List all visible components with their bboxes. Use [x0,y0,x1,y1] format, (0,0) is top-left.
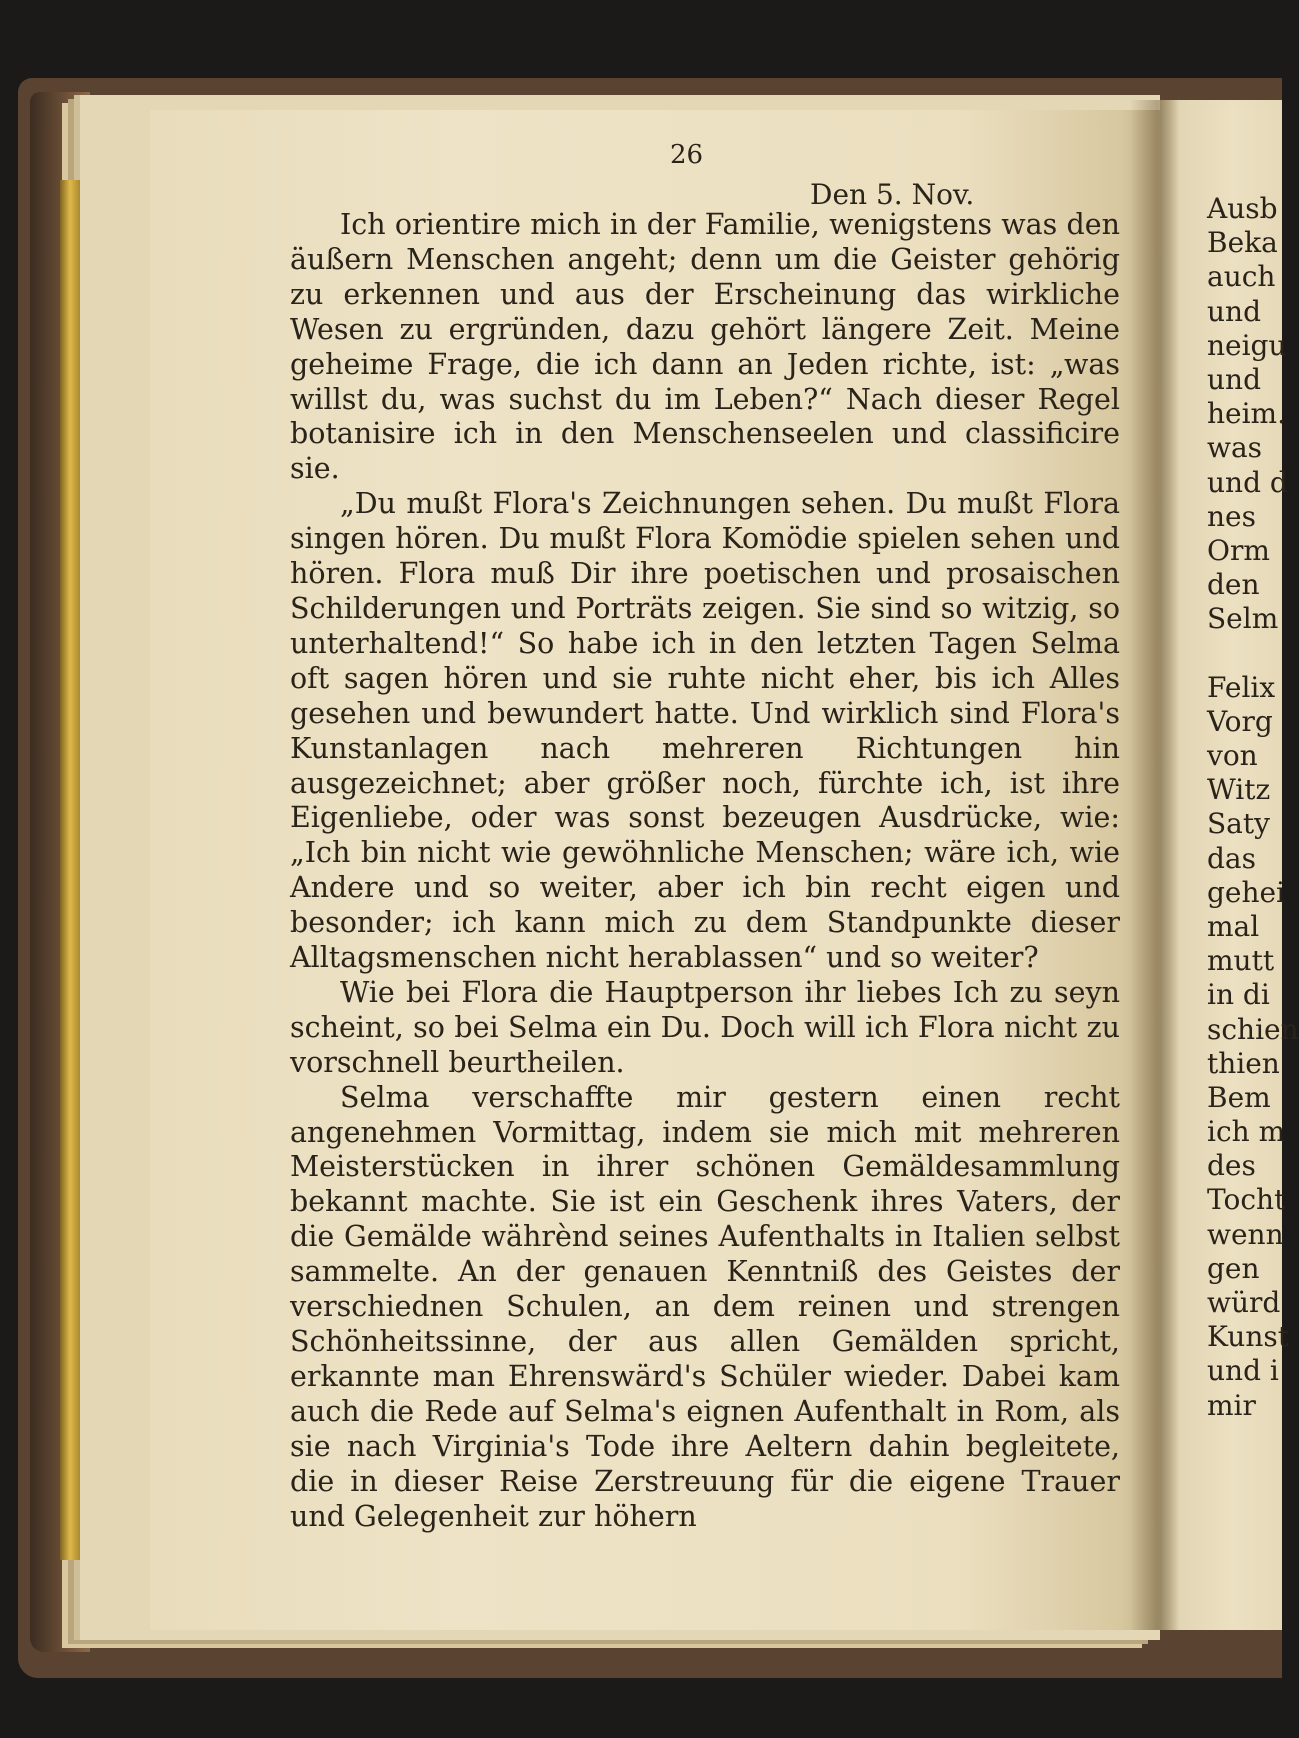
facing-page-line: heim. [1207,397,1287,431]
paragraph: Wie bei Flora die Hauptperson ihr liebes Ich zu seyn scheint, so bei Selma ein Du. Doch will ich Flora nicht zu vorschnell beurtheilen. [290,975,1120,1079]
facing-page-line: Felix [1207,670,1276,704]
date-heading: Den 5. Nov. [810,178,975,211]
facing-page-line: was [1207,431,1263,465]
paragraph: Ich orientire mich in der Familie, wenigstens was den äußern Menschen angeht; denn um die Geister gehörig zu erkennen und aus der Erscheinung das wirkliche Wesen zu ergründen, dazu gehört längere Zeit. Meine geheime Frage, die ich dann an Jeden richte, ist: „was willst du, was suchst du im Leben?“ Nach dieser Regel botanisire ich in den Menschenseelen und classificire sie. [290,208,1120,486]
facing-page-line: und [1207,362,1261,396]
paragraph: „Du mußt Flora's Zeichnungen sehen. Du mußt Flora singen hören. Du mußt Flora Komödie spielen sehen und hören. Flora muß Dir ihre poetischen und prosaischen Schilderungen und Porträts zeigen. Sie sind so witzig, so unterhaltend!“ So habe ich in den letzten Tagen Selma oft sagen hören und sie ruhte nicht eher, bis ich Alles gesehen und bewundert hatte. Und wirklich sind Flora's Kunstanlagen nach mehreren Richtungen hin ausgezeichnet; aber größer noch, fürchte ich, ist ihre Eigenliebe, oder was sonst bezeugen Ausdrücke, wie: „Ich bin nicht wie gewöhnliche Menschen; wäre ich, wie Andere und so weiter, aber ich bin recht eigen und besonder; ich kann mich zu dem Standpunkte dieser Alltagsmenschen nicht herablassen“ und so weiter? [290,487,1120,975]
facing-page-line: gehei [1207,875,1286,909]
facing-page-line: den [1207,568,1260,602]
paragraph: Selma verschaffte mir gestern einen recht angenehmen Vormittag, indem sie mich mit mehreren Meisterstücken in ihrer schönen Gemäldesammlung bekannt machte. Sie ist ein Geschenk ihres Vaters, der die Gemälde währènd seines Aufenthalts in Italien selbst sammelte. An der genauen Kenntniß des Geistes der verschiednen Schulen, an dem reinen und strengen Schönheitssinne, der aus allen Gemälden spricht, erkannte man Ehrenswärd's Schüler wieder. Dabei kam auch die Rede auf Selma's eignen Aufenthalt in Rom, als sie nach Virginia's Tode ihre Aeltern dahin begleitete, die in dieser Reise Zerstreuung für die eigene Trauer und Gelegenheit zur höhern [290,1080,1120,1533]
facing-page-line: schien [1207,1012,1299,1046]
facing-page-line: Kunst [1207,1320,1289,1354]
book-gutter [1130,100,1180,1630]
facing-page-line: Ausb [1207,192,1278,225]
facing-page-line: und d [1207,465,1288,499]
facing-page-line: Selm [1207,602,1279,636]
page-body [290,208,1120,1534]
facing-page-line: Witz [1207,773,1271,807]
facing-page-line: wenn [1207,1217,1284,1251]
facing-page-line: Saty [1207,807,1270,841]
facing-page-line: von [1207,739,1258,772]
page-edge-yellow [60,180,80,1560]
facing-page-line: auch [1207,260,1276,294]
facing-page-line: thien [1207,1046,1280,1080]
facing-page-line: in di [1207,978,1270,1012]
facing-page-line: Orm [1207,533,1270,567]
facing-page-line: des [1207,1149,1256,1183]
facing-page-line: ich m [1207,1115,1286,1149]
facing-page-line: würd [1207,1286,1281,1319]
facing-page-line: nes [1207,499,1256,533]
facing-page-text [1207,192,1299,1423]
facing-page-line: Vorg [1207,704,1273,738]
facing-page-line: mal [1207,909,1260,943]
facing-page-line: mir [1207,1388,1256,1422]
facing-page-line: das [1207,841,1256,875]
facing-page-line: Bem [1207,1080,1271,1114]
facing-page-line [1207,636,1282,670]
facing-page-line: gen [1207,1251,1260,1285]
facing-page-line: und i [1207,1354,1279,1388]
page-number: 26 [670,140,704,170]
facing-page-line: und [1207,294,1261,328]
facing-page-line: neigu [1207,328,1287,362]
facing-page-line: Tocht [1207,1183,1286,1217]
facing-page-line: mutt [1207,944,1275,978]
facing-page-line: Beka [1207,226,1278,260]
